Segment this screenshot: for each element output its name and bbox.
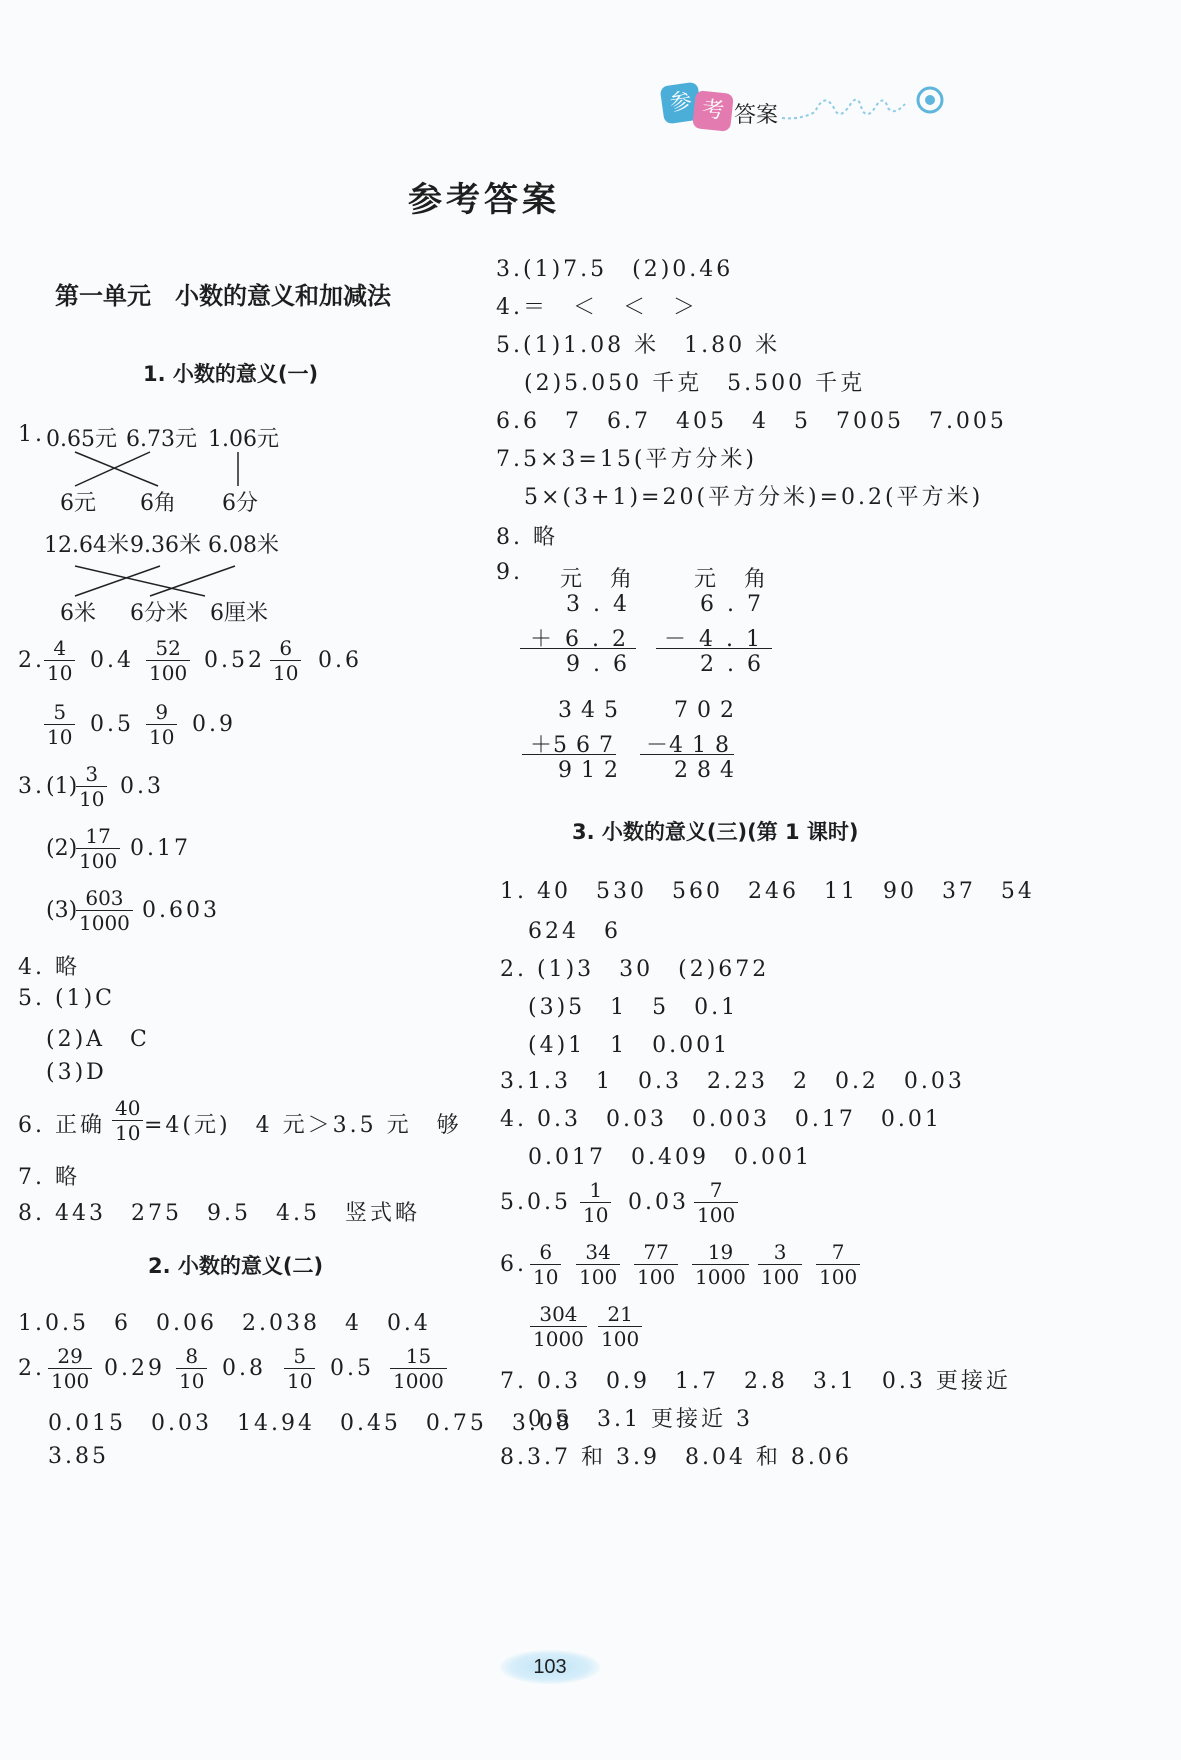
- q5-line-c: (3)D: [46, 1060, 107, 1085]
- q1-number: 1.: [18, 422, 45, 447]
- s3-q6-frac-1: $\frac{6}{10}$: [530, 1240, 561, 1289]
- r-line-5: 6.6 7 6.7 405 4 5 7005 7.005: [496, 409, 1007, 434]
- s2-val-1: 0.29: [104, 1356, 165, 1381]
- s3-line-9b: 0.03: [628, 1190, 689, 1215]
- q2-number: 2.: [18, 648, 45, 673]
- q6-frac: $\frac{40}{10}$: [112, 1096, 143, 1145]
- q3-val-1: 0.3: [120, 774, 164, 799]
- q6-pre: 6. 正确: [18, 1113, 105, 1138]
- calc1-c: 9 . 6: [566, 652, 630, 677]
- s3-q6-frac-4: $\frac{19}{1000}$: [692, 1240, 749, 1289]
- q1-top-c: 1.06元: [208, 427, 279, 452]
- q2-frac-4: $\frac{5}{10}$: [44, 700, 75, 749]
- page-title: 参考答案: [408, 180, 560, 220]
- q2-val-3: 0.6: [318, 648, 362, 673]
- s3-line-12: 0.5 3.1 更接近 3: [528, 1407, 753, 1432]
- q3-frac-2: $\frac{17}{100}$: [76, 824, 120, 873]
- page-number: 103: [500, 1650, 600, 1684]
- calc4-c: 2 8 4: [674, 758, 735, 783]
- section-title-3: 3. 小数的意义(三)(第 1 课时): [572, 820, 859, 844]
- s3-q6-frac-7: $\frac{304}{1000}$: [530, 1302, 587, 1351]
- s3-line-5: (4)1 1 0.001: [528, 1033, 731, 1058]
- s3-line-3: 2. (1)3 30 (2)672: [500, 957, 770, 982]
- q5-line-b: (2)A C: [46, 1027, 150, 1052]
- s3-q6-frac-6: $\frac{7}{100}$: [816, 1240, 860, 1289]
- q2-val-2: 0.52: [204, 648, 265, 673]
- s3-line-7: 4. 0.3 0.03 0.003 0.17 0.01: [500, 1107, 942, 1132]
- q1-bot2-c: 6厘米: [210, 601, 268, 626]
- s2-val-3: 0.5: [330, 1356, 374, 1381]
- q1-top2-a: 12.64米: [44, 533, 129, 558]
- unit-title: 第一单元 小数的意义和加减法: [55, 282, 391, 310]
- q2-frac-3: $\frac{6}{10}$: [270, 636, 301, 685]
- r-line-4: (2)5.050 千克 5.500 千克: [524, 371, 866, 396]
- q1-top-b: 6.73元: [126, 427, 197, 452]
- s2-line-1: 1.0.5 6 0.06 2.038 4 0.4: [18, 1311, 431, 1336]
- q1-bot2-a: 6米: [60, 601, 96, 626]
- calc1-rule: [520, 648, 636, 649]
- s3-line-8: 0.017 0.409 0.001: [528, 1145, 812, 1170]
- q5-line-a: 5. (1)C: [18, 986, 115, 1011]
- q1-bot-c: 6分: [222, 491, 258, 516]
- r-line-7: 5×(3+1)=20(平方分米)=0.2(平方米): [524, 485, 984, 510]
- s3-line-2: 624 6: [528, 919, 621, 944]
- q4-line: 4. 略: [18, 955, 80, 980]
- s3-q6-frac-8: $\frac{21}{100}$: [598, 1302, 642, 1351]
- header-label: 答案: [734, 103, 779, 128]
- calc4-b: －4 1 8: [646, 733, 730, 758]
- s2-frac-3: $\frac{5}{10}$: [284, 1344, 315, 1393]
- r-line-2: 4.＝ ＜ ＜ ＞: [496, 295, 698, 320]
- section-title-2: 2. 小数的意义(二): [148, 1254, 324, 1278]
- r-line-8: 8. 略: [496, 525, 558, 550]
- q3-frac-1: $\frac{3}{10}$: [76, 762, 107, 811]
- q2-val-4: 0.5: [90, 712, 134, 737]
- q3-p3: (3): [46, 898, 78, 923]
- s2-line-4: 3.85: [48, 1444, 109, 1469]
- s3-line-4: (3)5 1 5 0.1: [528, 995, 739, 1020]
- header-badge-can: 参: [660, 82, 703, 125]
- q2-val-5: 0.9: [192, 712, 236, 737]
- q2-val-1: 0.4: [90, 648, 134, 673]
- calc3-rule: [522, 754, 616, 755]
- q2-frac-1: $\frac{4}{10}$: [44, 636, 75, 685]
- s3-line-1: 1. 40 530 560 246 11 90 37 54: [500, 879, 1035, 904]
- s3-q6-frac-2: $\frac{34}{100}$: [576, 1240, 620, 1289]
- q3-p1: (1): [46, 774, 78, 799]
- s3-q5-frac-2: $\frac{7}{100}$: [694, 1178, 738, 1227]
- q3-number: 3.: [18, 774, 45, 799]
- s2-frac-1: $\frac{29}{100}$: [48, 1344, 92, 1393]
- s3-q6-frac-5: $\frac{3}{100}$: [758, 1240, 802, 1289]
- calc2-c: 2 . 6: [700, 652, 764, 677]
- q6-post: =4(元) 4 元＞3.5 元 够: [144, 1113, 462, 1138]
- q2-frac-2: $\frac{52}{100}$: [146, 636, 190, 685]
- q1-bot-b: 6角: [140, 491, 176, 516]
- s2-line-3: 0.015 0.03 14.94 0.45 0.75 3.08: [48, 1411, 573, 1436]
- s3-line-13: 8.3.7 和 3.9 8.04 和 8.06: [500, 1445, 852, 1470]
- r-line-1: 3.(1)7.5 (2)0.46: [496, 257, 734, 282]
- calc2-header: 元 角: [694, 567, 770, 592]
- q1-top-a: 0.65元: [46, 427, 117, 452]
- calc1-a: 3 . 4: [566, 592, 630, 617]
- calc1-b: ＋ 6 . 2: [530, 627, 629, 652]
- header-swirl-decoration: [780, 80, 950, 130]
- s3-q6-number: 6.: [500, 1252, 527, 1277]
- calc4-a: 7 0 2: [674, 698, 735, 723]
- s2-line-2-num: 2.: [18, 1356, 45, 1381]
- r-line-6: 7.5×3=15(平方分米): [496, 447, 758, 472]
- s3-line-9a: 5.0.5: [500, 1190, 571, 1215]
- calc1-header: 元 角: [560, 567, 636, 592]
- q7-line: 7. 略: [18, 1165, 80, 1190]
- q1-top2-b: 9.36米: [130, 533, 201, 558]
- header-badge-kao: 考: [692, 90, 734, 132]
- q1-match-lines-1: [0, 0, 300, 700]
- calc2-b: － 4 . 1: [664, 627, 763, 652]
- calc2-a: 6 . 7: [700, 592, 764, 617]
- calc2-rule: [656, 648, 772, 649]
- q3-val-3: 0.603: [142, 898, 220, 923]
- r-line-3: 5.(1)1.08 米 1.80 米: [496, 333, 781, 358]
- s3-q5-frac-1: $\frac{1}{10}$: [580, 1178, 611, 1227]
- q8-line: 8. 443 275 9.5 4.5 竖式略: [18, 1201, 420, 1226]
- r-q9-number: 9.: [496, 560, 523, 585]
- q1-bot2-b: 6分米: [130, 601, 188, 626]
- s2-frac-4: $\frac{15}{1000}$: [390, 1344, 447, 1393]
- q3-val-2: 0.17: [130, 836, 191, 861]
- calc3-b: ＋5 6 7: [530, 733, 614, 758]
- s3-q6-frac-3: $\frac{77}{100}$: [634, 1240, 678, 1289]
- s2-frac-2: $\frac{8}{10}$: [176, 1344, 207, 1393]
- q1-bot-a: 6元: [60, 491, 96, 516]
- calc3-a: 3 4 5: [558, 698, 619, 723]
- calc4-rule: [640, 754, 734, 755]
- q3-p2: (2): [46, 836, 78, 861]
- section-title-1: 1. 小数的意义(一): [143, 362, 319, 386]
- s3-line-6: 3.1.3 1 0.3 2.23 2 0.2 0.03: [500, 1069, 965, 1094]
- calc3-c: 9 1 2: [558, 758, 619, 783]
- q3-frac-3: $\frac{603}{1000}$: [76, 886, 133, 935]
- q2-frac-5: $\frac{9}{10}$: [146, 700, 177, 749]
- s2-val-2: 0.8: [222, 1356, 266, 1381]
- s3-line-11: 7. 0.3 0.9 1.7 2.8 3.1 0.3 更接近: [500, 1369, 1011, 1394]
- q1-top2-c: 6.08米: [208, 533, 279, 558]
